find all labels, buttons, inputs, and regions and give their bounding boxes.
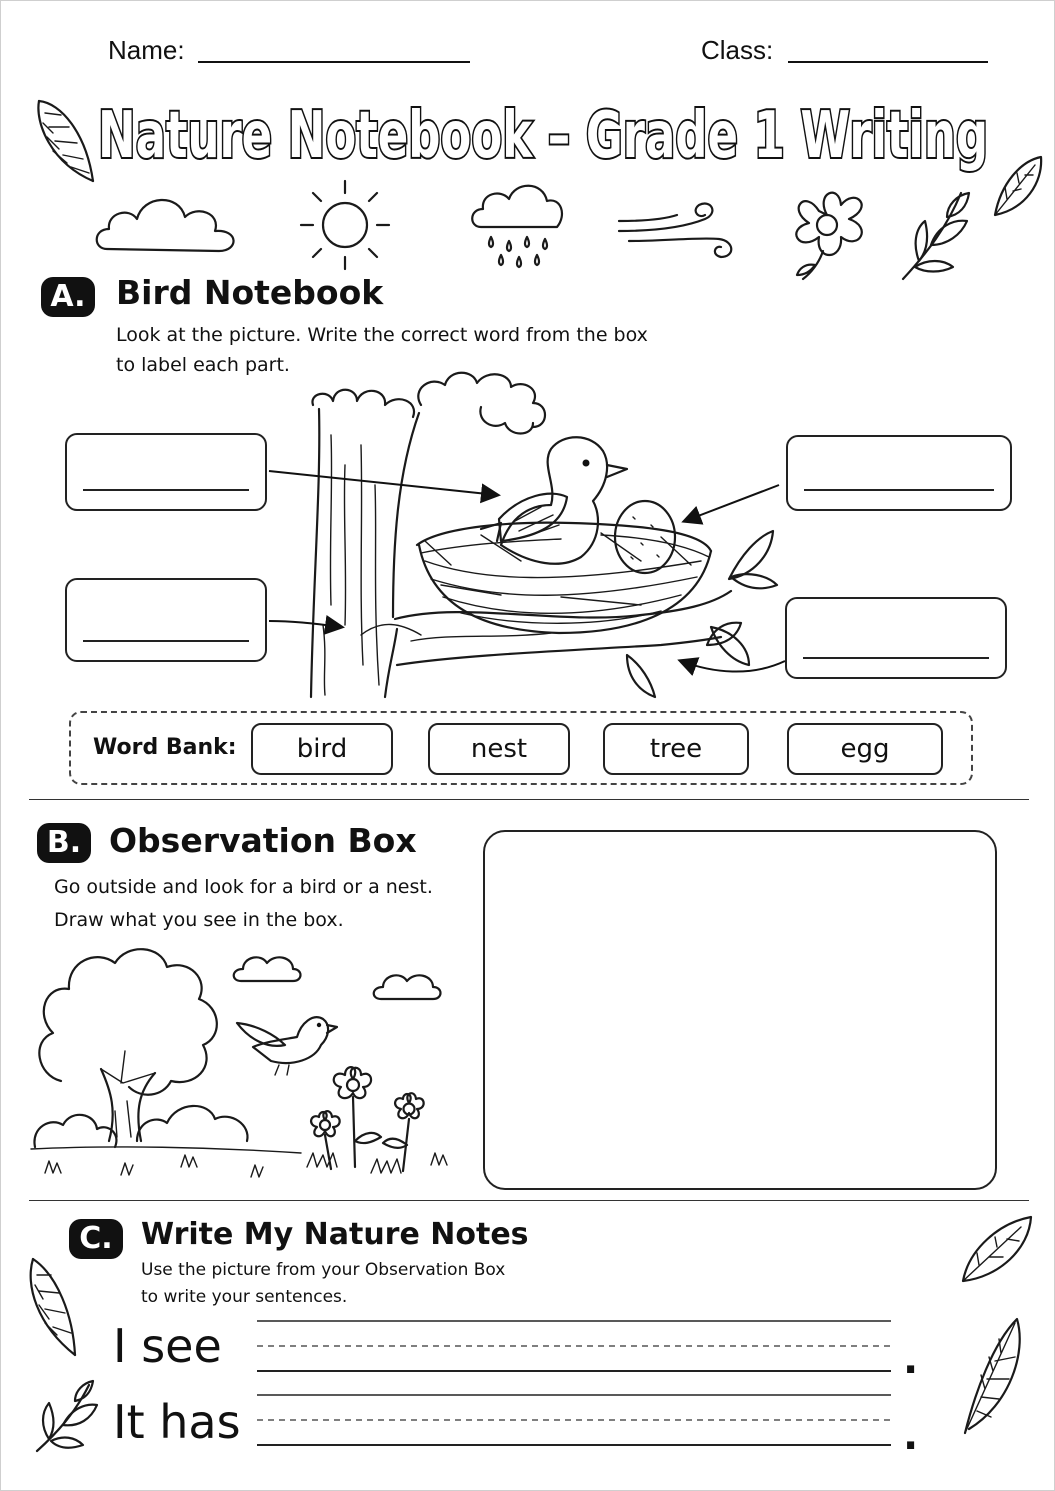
observation-drawing-box[interactable] <box>483 830 997 1190</box>
class-label: Class: <box>701 35 774 65</box>
word-bank-word: bird <box>251 723 393 775</box>
section-c-badge: C. <box>69 1219 123 1259</box>
section-a-badge: A. <box>41 277 95 317</box>
period-mark: . <box>903 1413 919 1459</box>
writing-line-1[interactable] <box>257 1317 897 1375</box>
period-mark: . <box>903 1337 919 1383</box>
word-bank-label: Word Bank: <box>93 735 237 760</box>
word-bank-word: nest <box>428 723 570 775</box>
section-b-badge: B. <box>37 823 91 863</box>
section-divider <box>29 1200 1029 1201</box>
sentence-starter-1: I see <box>113 1319 222 1373</box>
leaf-branch-icon <box>33 1379 101 1455</box>
section-b-instruction-2: Draw what you see in the box. <box>54 909 344 931</box>
section-c-instruction-2: to write your sentences. <box>141 1287 348 1307</box>
section-b-title: Observation Box <box>109 821 417 860</box>
leaf-icon <box>959 1213 1035 1285</box>
writing-line-2[interactable] <box>257 1391 897 1449</box>
word-bank-word: tree <box>603 723 749 775</box>
section-a-instruction-1: Look at the picture. Write the correct word from the box <box>116 324 648 346</box>
section-a-title: Bird Notebook <box>116 273 384 312</box>
feather-icon <box>955 1313 1027 1439</box>
word-bank-word: egg <box>787 723 943 775</box>
outdoor-scene-illustration <box>31 941 461 1185</box>
word-bank <box>69 711 973 785</box>
sentence-starter-2: It has <box>113 1395 241 1449</box>
section-divider <box>29 799 1029 800</box>
section-c-title: Write My Nature Notes <box>141 1217 529 1252</box>
section-b-instruction-1: Go outside and look for a bird or a nest. <box>54 876 433 898</box>
name-label: Name: <box>108 35 185 65</box>
section-a-instruction-2: to label each part. <box>116 354 290 376</box>
svg-text:Nature Notebook – Grade 1 Writ: Nature Notebook – Grade 1 Writing <box>98 99 988 173</box>
feather-icon <box>23 1255 83 1359</box>
section-c-instruction-1: Use the picture from your Observation Box <box>141 1260 506 1280</box>
